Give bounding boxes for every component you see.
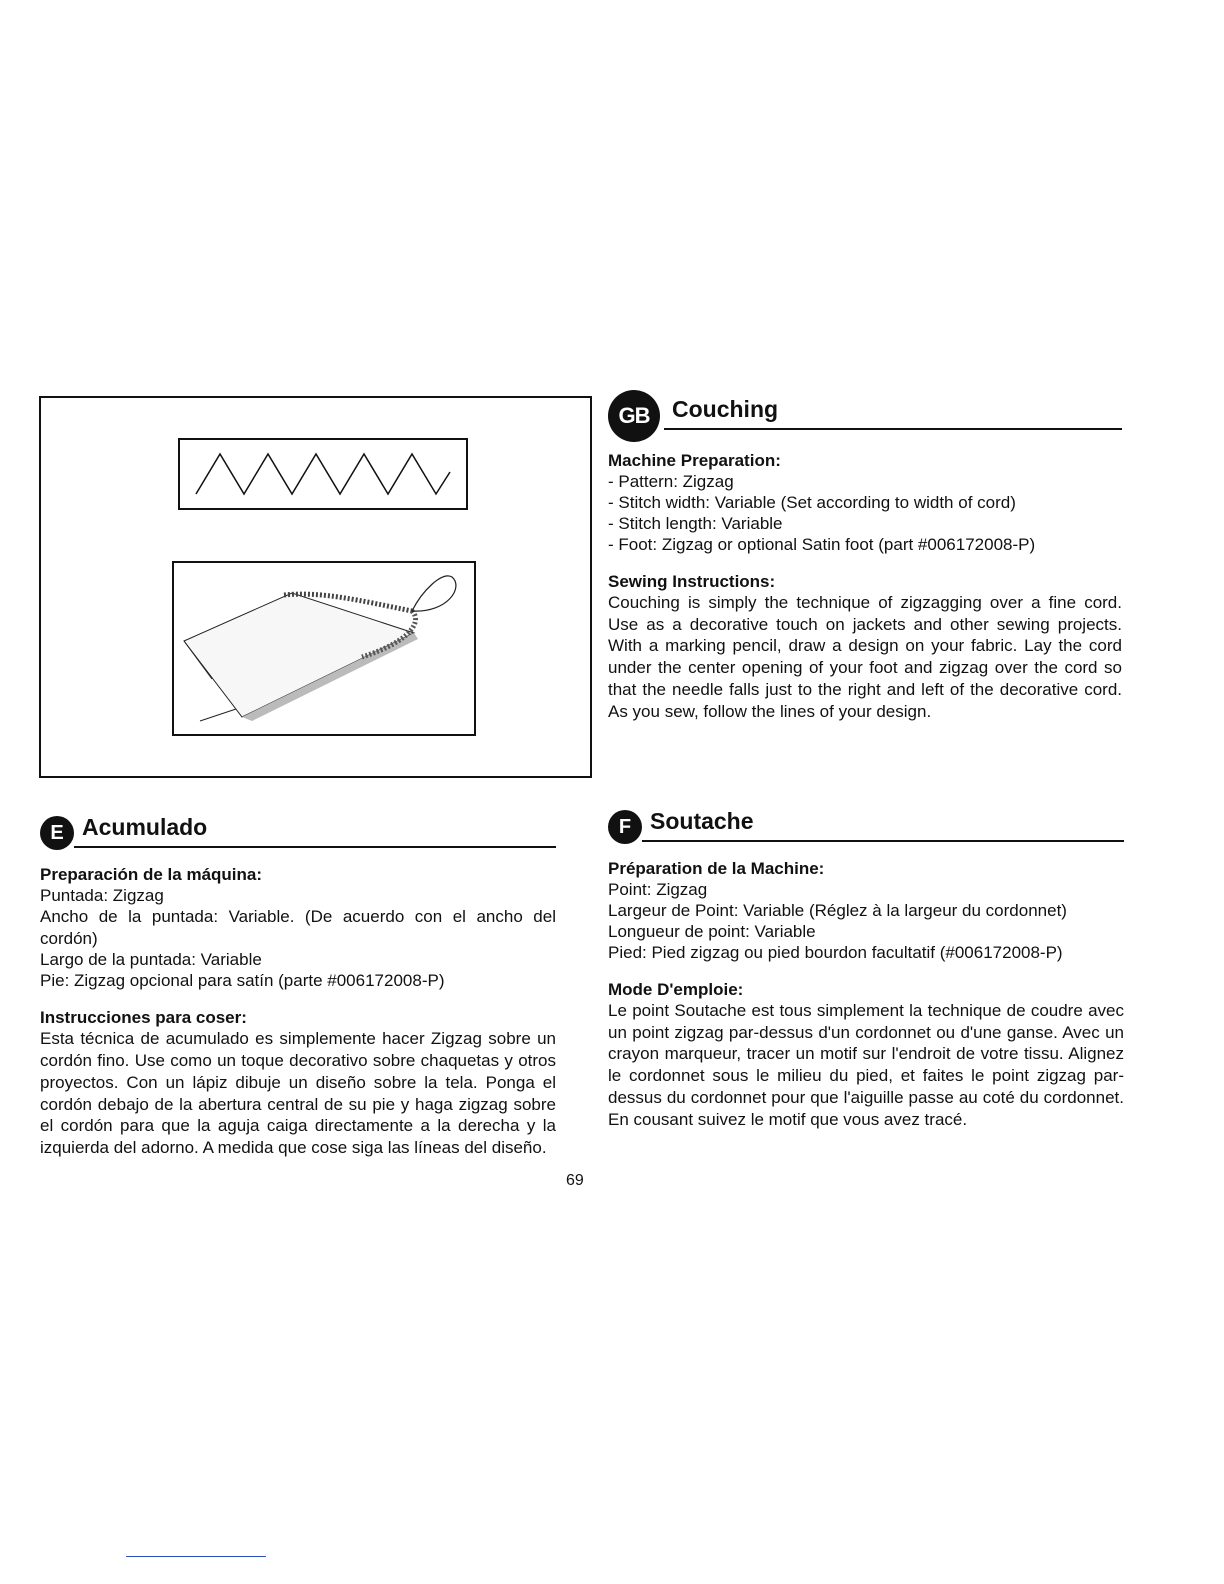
title-rule bbox=[664, 428, 1122, 430]
instr-text: Esta técnica de acumulado es simplemente hacer Zigzag sobre un cordón fino. Use como un toque decorativo sobre chaquetas y otros proyectos. Con un lápiz dibuje un diseño sobre la tela. Ponga el cordón debajo de la abertura central de su pie y haga zigzag sobre el cordón para que la aguja caiga directamente a la derecha y la izquierda del adorno. A medida que cose siga las líneas del diseño. bbox=[40, 1029, 556, 1157]
prep-line: Largeur de Point: Variable (Réglez à la largeur du cordonnet) bbox=[608, 901, 1067, 920]
prep-line: Longueur de point: Variable bbox=[608, 922, 816, 941]
prep-line: Pied: Pied zigzag ou pied bourdon facultatif (#006172008-P) bbox=[608, 943, 1063, 962]
prep-line: Puntada: Zigzag bbox=[40, 886, 164, 905]
prep-line: Largo de la puntada: Variable bbox=[40, 950, 262, 970]
f-language-badge: F bbox=[608, 810, 642, 844]
section-couching bbox=[608, 398, 1122, 722]
instr-heading: Sewing Instructions: bbox=[608, 572, 776, 591]
prep-line: Ancho de la puntada: Variable. (De acuerdo con el ancho del cordón) bbox=[40, 907, 556, 948]
title-rule bbox=[74, 846, 556, 848]
prep-line: - Foot: Zigzag or optional Satin foot (part #006172008-P) bbox=[608, 535, 1036, 554]
prep-line: Point: Zigzag bbox=[608, 880, 708, 899]
section-title: Soutache bbox=[650, 808, 754, 834]
instr-text: Couching is simply the technique of zigzagging over a fine cord. Use as a decorative touch on jackets and other sewing projects. With a marking pencil, draw a design on your fabric. Lay the cord under the center opening of your foot and zigzag over the cord so that the needle falls just to the right and left of the decorative cord. As you sew, follow the lines of your design. bbox=[608, 593, 1122, 721]
section-soutache bbox=[608, 810, 1124, 1130]
prep-heading: Preparación de la máquina: bbox=[40, 865, 263, 884]
page-number: 69 bbox=[566, 1172, 584, 1189]
section-title: Couching bbox=[672, 396, 779, 422]
prep-heading: Machine Preparation: bbox=[608, 451, 781, 470]
couching-diagram bbox=[172, 561, 476, 736]
prep-line: - Pattern: Zigzag bbox=[608, 472, 734, 491]
instr-heading: Mode D'emploie: bbox=[608, 980, 744, 999]
section-title: Acumulado bbox=[82, 814, 208, 840]
illustration-frame bbox=[39, 396, 592, 778]
gb-language-badge: GB bbox=[608, 390, 660, 442]
prep-heading: Préparation de la Machine: bbox=[608, 859, 825, 878]
instr-text: Le point Soutache est tous simplement la technique de coudre avec un point zigzag par-dessus d'un cordonnet ou d'une ganse. Avec un crayon marqueur, tracer un motif sur l'endroit de votre tissu. Alignez le cordonnet sous le milieu du pied, et faites le point zigzag par-dessus du cordonnet pour que l'aiguille passe au coté du cordonnet. En cousant suivez le motif que vous avez tracé. bbox=[608, 1001, 1124, 1129]
footer-line bbox=[126, 1556, 266, 1557]
prep-line: Pie: Zigzag opcional para satín (parte #006172008-P) bbox=[40, 971, 445, 991]
instr-heading: Instrucciones para coser: bbox=[40, 1008, 247, 1028]
prep-line: - Stitch width: Variable (Set according to width of cord) bbox=[608, 493, 1016, 512]
zigzag-stitch-icon bbox=[178, 438, 468, 510]
e-language-badge: E bbox=[40, 816, 74, 850]
section-acumulado bbox=[40, 816, 556, 1159]
title-rule bbox=[642, 840, 1124, 842]
prep-line: - Stitch length: Variable bbox=[608, 514, 783, 533]
